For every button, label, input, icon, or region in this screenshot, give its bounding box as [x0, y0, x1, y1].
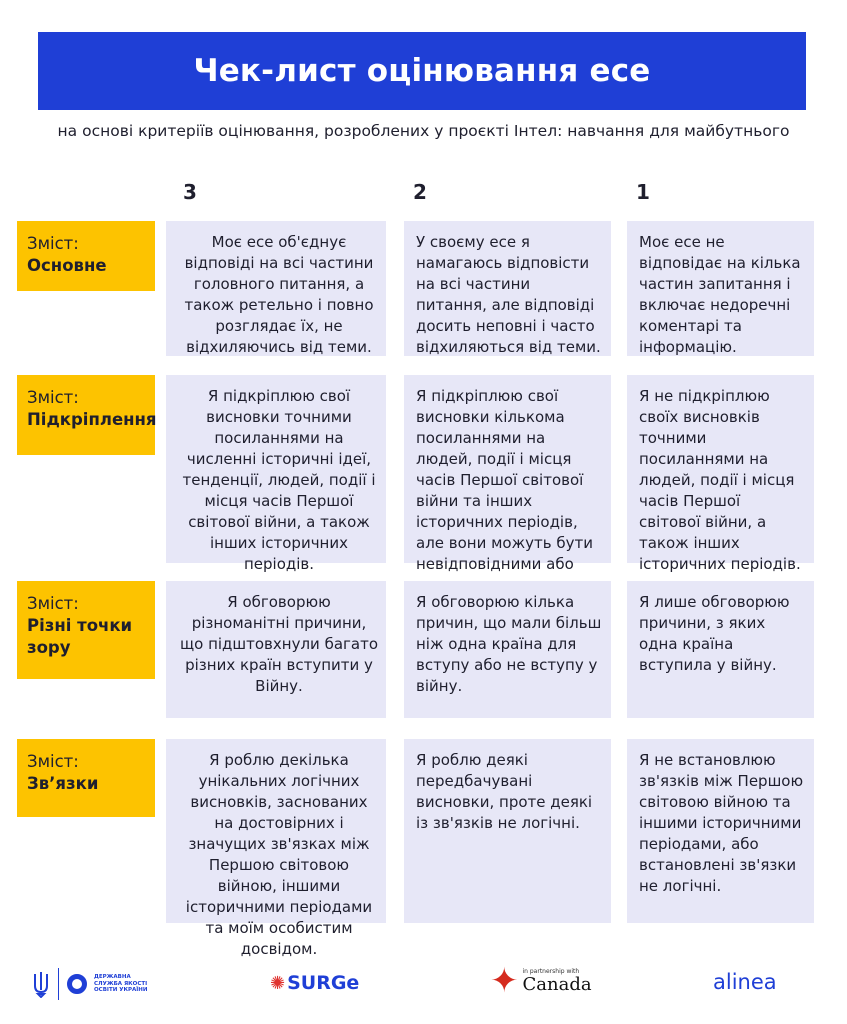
cell-r1-c1: Моє есе не відповідає на кілька частин запитання і включає недоречні коментарі та інформацію.	[627, 221, 814, 356]
column-header-2: 2	[413, 180, 427, 204]
row-label-pidkriplennia	[17, 375, 155, 455]
ring-icon	[67, 974, 87, 994]
row-category: Зміст:	[27, 594, 79, 613]
cell-r1-c2: У своєму есе я намагаюсь відповісти на всі частини питання, але відповіді досить неповні і часто відхиляються від теми.	[404, 221, 611, 356]
cell-r4-c2: Я роблю деякі передбачувані висновки, проте деякі із зв'язків не логічні.	[404, 739, 611, 923]
surge-logo	[270, 972, 359, 994]
alinea-logo: alinea	[713, 970, 777, 994]
footer-logos	[0, 958, 847, 1018]
dsyo-text: ДЕРЖАВНА СЛУЖБА ЯКОСТІ ОСВІТИ УКРАЇНИ	[94, 974, 148, 994]
canada-logo	[490, 961, 592, 1001]
maple-leaf-icon: ✦	[490, 961, 519, 1001]
column-header-1: 1	[636, 180, 650, 204]
row-label-rizni-tochky-zoru	[17, 581, 155, 679]
row-category: Зміст:	[27, 752, 79, 771]
logo-separator	[58, 968, 59, 1000]
page-title: Чек-лист оцінювання есе	[193, 53, 651, 89]
row-name: Різні точки зору	[27, 616, 133, 657]
page-subtitle: на основі критеріїв оцінювання, розроблених у проєкті Інтел: навчання для майбутнього	[57, 122, 790, 140]
trident-icon	[32, 970, 50, 998]
cell-r2-c3: Я підкріплюю свої висновки точними посиланнями на численні історичні ідеї, тенденції, людей, події і місця часів Першої світової війни, а також інших історичних періодів.	[166, 375, 386, 563]
row-label-zviazky	[17, 739, 155, 817]
row-name: Основне	[27, 256, 107, 275]
maple-dots-icon: ✺	[270, 972, 286, 994]
cell-r4-c1: Я не встановлюю зв'язків між Першою світовою війною та іншими історичними періодами, або встановлені зв'язки не логічні.	[627, 739, 814, 923]
title-banner	[38, 32, 806, 110]
canada-wordmark: Canada	[522, 973, 592, 995]
row-label-osnovne	[17, 221, 155, 291]
cell-r1-c3: Моє есе об'єднує відповіді на всі частини головного питання, а також ретельно і повно розглядає їх, не відхиляючись від теми.	[166, 221, 386, 356]
row-name: Зв’язки	[27, 774, 99, 793]
row-name: Підкріплення	[27, 410, 157, 429]
cell-r3-c3: Я обговорюю різноманітні причини, що підштовхнули багато різних країн вступити у Війну.	[166, 581, 386, 718]
canada-partner-text: in partnership with	[522, 967, 580, 975]
column-header-3: 3	[183, 180, 197, 204]
cell-r2-c2: Я підкріплюю свої висновки кількома посиланнями на людей, події і місця часів Першої світової війни та інших історичних періодів, але вони можуть бути невідповідними або	[404, 375, 611, 563]
row-category: Зміст:	[27, 388, 79, 407]
dsyo-logo	[32, 968, 154, 1000]
cell-r3-c2: Я обговорюю кілька причин, що мали більш ніж одна країна для вступу або не вступу у війну.	[404, 581, 611, 718]
surge-text: SURGe	[287, 972, 360, 994]
cell-r2-c1: Я не підкріплюю своїх висновків точними посиланнями на людей, події і місця часів Першої світової війни, а також інших історичних періодів.	[627, 375, 814, 563]
cell-r4-c3: Я роблю декілька унікальних логічних висновків, заснованих на достовірних і значущих зв'язках між Першою світовою війною, іншими історичними періодами та моїм особистим досвідом.	[166, 739, 386, 923]
cell-r3-c1: Я лише обговорюю причини, з яких одна країна вступила у війну.	[627, 581, 814, 718]
row-category: Зміст:	[27, 234, 79, 253]
